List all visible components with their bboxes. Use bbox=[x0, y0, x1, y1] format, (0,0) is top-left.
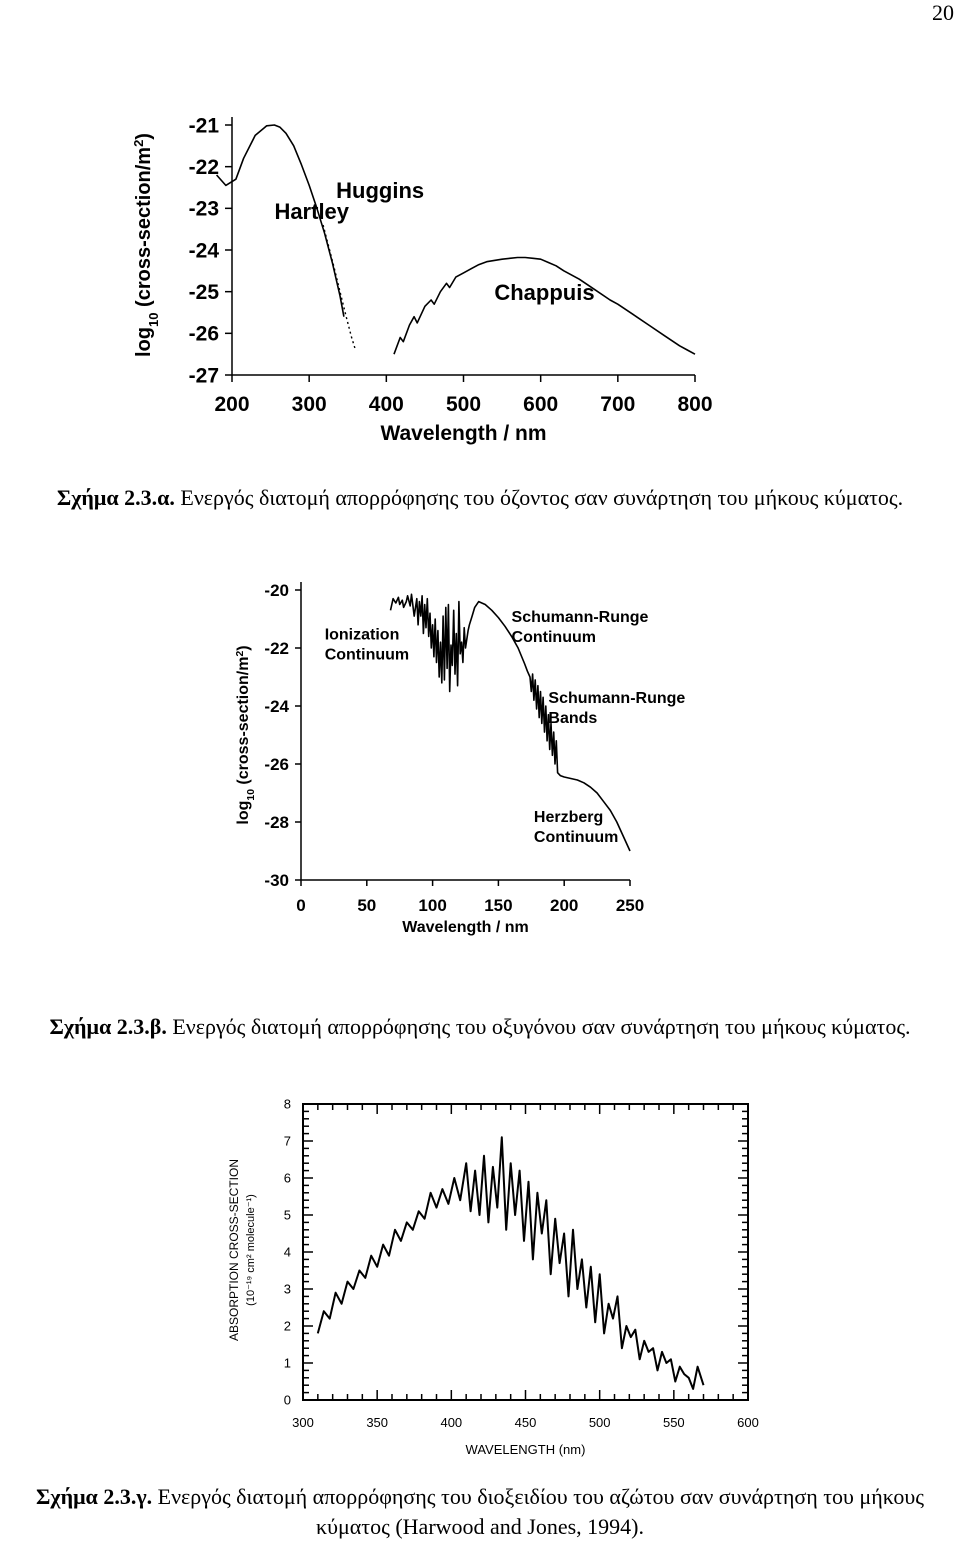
x-tick-label: 500 bbox=[588, 1415, 611, 1430]
x-tick-label: 550 bbox=[662, 1415, 685, 1430]
x-axis-label: WAVELENGTH (nm) bbox=[465, 1442, 586, 1457]
y-tick-label: -26 bbox=[188, 322, 219, 346]
annotation-label: Ionization bbox=[324, 626, 400, 644]
oxygen-chart bbox=[0, 575, 960, 945]
y-tick-label: 7 bbox=[283, 1133, 291, 1149]
y-tick-label: -27 bbox=[188, 364, 219, 388]
x-tick-label: 0 bbox=[296, 896, 306, 915]
y-tick-label: 4 bbox=[283, 1244, 291, 1260]
y-tick-label: -26 bbox=[264, 754, 289, 774]
y-tick-label: 2 bbox=[283, 1318, 291, 1334]
caption-label: Σχήμα 2.3.γ. bbox=[36, 1484, 153, 1509]
x-tick-label: 350 bbox=[366, 1415, 389, 1430]
y-tick-label: -22 bbox=[188, 156, 219, 180]
caption-text: Ενεργός διατομή απορρόφησης του όζοντος σαν συνάρτηση του μήκους κύματος. bbox=[174, 485, 904, 510]
annotation-label: Continuum bbox=[511, 628, 596, 646]
y-tick-label: -21 bbox=[188, 114, 219, 138]
y-tick-label: -25 bbox=[188, 281, 219, 305]
x-tick-label: 700 bbox=[600, 393, 636, 416]
y-tick-label: 0 bbox=[283, 1392, 291, 1408]
y-axis-unit: (10⁻¹⁹ cm² molecule⁻¹) bbox=[245, 1194, 257, 1306]
x-tick-label: 150 bbox=[484, 896, 513, 915]
x-tick-label: 500 bbox=[445, 393, 482, 416]
y-tick-label: -23 bbox=[188, 197, 219, 221]
x-tick-label: 600 bbox=[737, 1415, 759, 1430]
caption-label: Σχήμα 2.3.β. bbox=[49, 1014, 167, 1039]
y-axis-label: $\log_{10}$ $(cross-section/m^2)$ bbox=[234, 645, 257, 825]
plot-frame bbox=[303, 1104, 748, 1400]
y-tick-label: -20 bbox=[264, 580, 289, 600]
y-tick-label: -30 bbox=[264, 870, 289, 890]
annotation-label: Schumann-Runge bbox=[548, 690, 686, 708]
x-tick-label: 300 bbox=[291, 393, 327, 416]
x-tick-label: 200 bbox=[214, 393, 250, 416]
y-tick-label: -24 bbox=[188, 239, 219, 263]
y-axis-label: $\log_{10}$ $(cross-section/m^2)$ bbox=[130, 133, 161, 357]
caption-figure-b bbox=[0, 1012, 960, 1042]
y-tick-label: 5 bbox=[283, 1207, 291, 1223]
x-tick-label: 300 bbox=[292, 1415, 314, 1430]
annotation-label: Hartley bbox=[274, 198, 350, 224]
annotation-label: Chappuis bbox=[494, 280, 595, 305]
caption-text: Ενεργός διατομή απορρόφησης του οξυγόνου σαν συνάρτηση του μήκους κύματος. bbox=[166, 1014, 911, 1039]
annotation-label: Huggins bbox=[336, 177, 425, 203]
x-tick-label: 450 bbox=[514, 1415, 537, 1430]
x-tick-label: 800 bbox=[677, 393, 713, 416]
y-axis-label: ABSORPTION CROSS-SECTION bbox=[227, 1158, 241, 1342]
y-tick-label: 8 bbox=[283, 1096, 291, 1112]
caption-text: Ενεργός διατομή απορρόφησης του διοξειδίου του αζώτου σαν συνάρτηση του μήκους κύματος (Harwood and Jones, 1994). bbox=[152, 1484, 924, 1539]
y-tick-label: 6 bbox=[283, 1170, 291, 1186]
y-tick-label: 1 bbox=[283, 1355, 291, 1371]
x-axis-label: Wavelength / nm bbox=[380, 422, 547, 445]
no2-chart bbox=[0, 1090, 960, 1470]
x-tick-label: 400 bbox=[368, 393, 404, 416]
page-number: 20 bbox=[932, 0, 954, 25]
annotation-label: Schumann-Runge bbox=[511, 608, 649, 626]
y-tick-label: -28 bbox=[264, 812, 289, 832]
x-tick-label: 400 bbox=[440, 1415, 463, 1430]
x-tick-label: 50 bbox=[357, 896, 377, 915]
ozone-chart-svg bbox=[0, 95, 960, 465]
x-axis-label: Wavelength / nm bbox=[402, 919, 529, 936]
x-tick-label: 600 bbox=[523, 393, 559, 416]
caption-label: Σχήμα 2.3.α. bbox=[56, 485, 175, 510]
y-tick-label: 3 bbox=[283, 1281, 291, 1297]
x-tick-label: 250 bbox=[615, 896, 645, 915]
ozone-chart bbox=[0, 95, 960, 465]
no2-chart-svg bbox=[0, 1090, 960, 1470]
annotation-label: Continuum bbox=[533, 829, 619, 846]
series-line-3 bbox=[394, 258, 695, 355]
annotation-label: Continuum bbox=[324, 646, 410, 664]
x-tick-label: 100 bbox=[418, 896, 447, 915]
y-tick-label: -22 bbox=[264, 638, 289, 658]
caption-figure-c bbox=[0, 1482, 960, 1542]
oxygen-chart-svg bbox=[0, 575, 960, 945]
caption-figure-a bbox=[0, 483, 960, 513]
annotation-label: Bands bbox=[548, 710, 598, 728]
y-tick-label: -24 bbox=[264, 696, 289, 716]
annotation-label: Herzberg bbox=[533, 809, 604, 826]
series-line-1 bbox=[318, 1137, 704, 1389]
x-tick-label: 200 bbox=[550, 896, 579, 915]
